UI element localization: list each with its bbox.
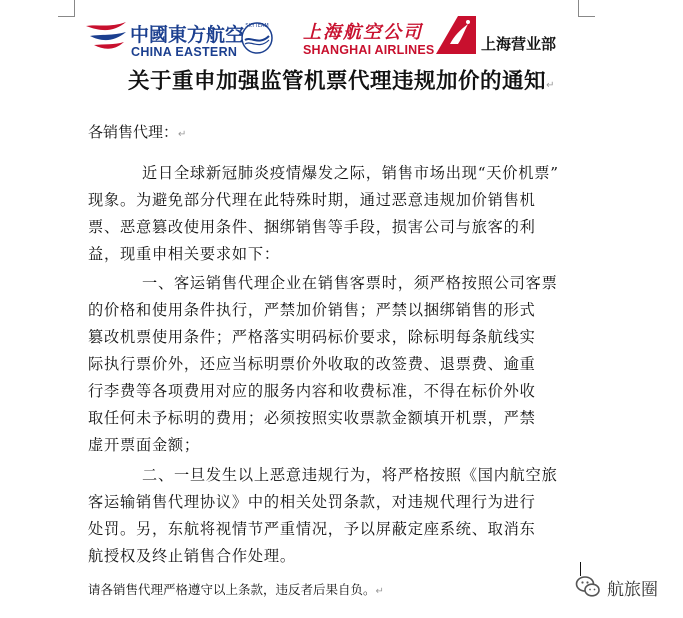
body-line: 二、一旦发生以上恶意违规行为，将严格按照《国内航空旅 <box>110 466 558 484</box>
china-eastern-name-cn: 中國東方航空 <box>130 24 245 46</box>
notice-title-text: 关于重申加强监管机票代理违规加价的通知 <box>128 69 547 94</box>
body-line: 篡改机票使用条件；严格落实明码标价要求，除标明每条航线实 <box>88 328 536 346</box>
paragraph-mark-icon: ↵ <box>178 129 187 140</box>
skyteam-logo-icon <box>237 18 277 58</box>
body-line: 现象。为避免部分代理在此特殊时期，通过恶意违规加价销售机 <box>88 191 536 209</box>
letterhead <box>0 12 683 62</box>
greeting-text: 各销售代理： <box>88 123 179 141</box>
body-line: 虚开票面金额； <box>88 436 200 454</box>
wechat-icon <box>575 574 601 600</box>
body-line: 益，现重申相关要求如下： <box>88 245 280 263</box>
greeting <box>88 121 186 142</box>
body-line: 行李费等各项费用对应的服务内容和收费标准，不得在标价外收 <box>88 382 536 400</box>
shanghai-airlines-crane-logo-icon <box>432 14 478 56</box>
body-line: 取任何未予标明的费用；必须按照实收票款金额填开机票，严禁 <box>88 409 536 427</box>
paragraph-mark-icon: ↵ <box>546 80 555 91</box>
body-line: 航授权及终止销售合作处理。 <box>88 547 296 565</box>
department-name: 上海营业部 <box>481 35 557 53</box>
body-line: 票、恶意篡改使用条件、捆绑销售等手段，损害公司与旅客的利 <box>88 218 536 236</box>
body-line: 一、客运销售代理企业在销售客票时，须严格按照公司客票 <box>110 274 558 292</box>
watermark <box>575 574 658 600</box>
body-line: 际执行票价外，还应当标明票价外收取的改签费、退票费、逾重 <box>88 355 536 373</box>
china-eastern-logo-icon <box>84 18 128 54</box>
body-line: 客运输销售代理协议》中的相关处罚条款，对违规代理行为进行 <box>88 493 536 511</box>
paragraph-mark-icon: ↵ <box>375 586 384 597</box>
body-line: 近日全球新冠肺炎疫情爆发之际，销售市场出现“天价机票” <box>110 164 559 182</box>
shanghai-airlines-name-en: SHANGHAI AIRLINES <box>303 43 435 57</box>
shanghai-airlines-name-cn: 上海航空公司 <box>303 22 423 43</box>
footer-note <box>88 580 384 598</box>
watermark-text: 航旅圈 <box>607 579 658 600</box>
footer-note-text: 请各销售代理严格遵守以上条款，违反者后果自负。 <box>88 582 376 597</box>
notice-title <box>0 64 683 95</box>
body-line: 的价格和使用条件执行，严禁加价销售；严禁以捆绑销售的形式 <box>88 301 536 319</box>
china-eastern-name-en: CHINA EASTERN <box>131 45 238 59</box>
svg-text:SKYTEAM: SKYTEAM <box>245 23 269 29</box>
body-line: 处罚。另，东航将视情节严重情况，予以屏蔽定座系统、取消东 <box>88 520 536 538</box>
